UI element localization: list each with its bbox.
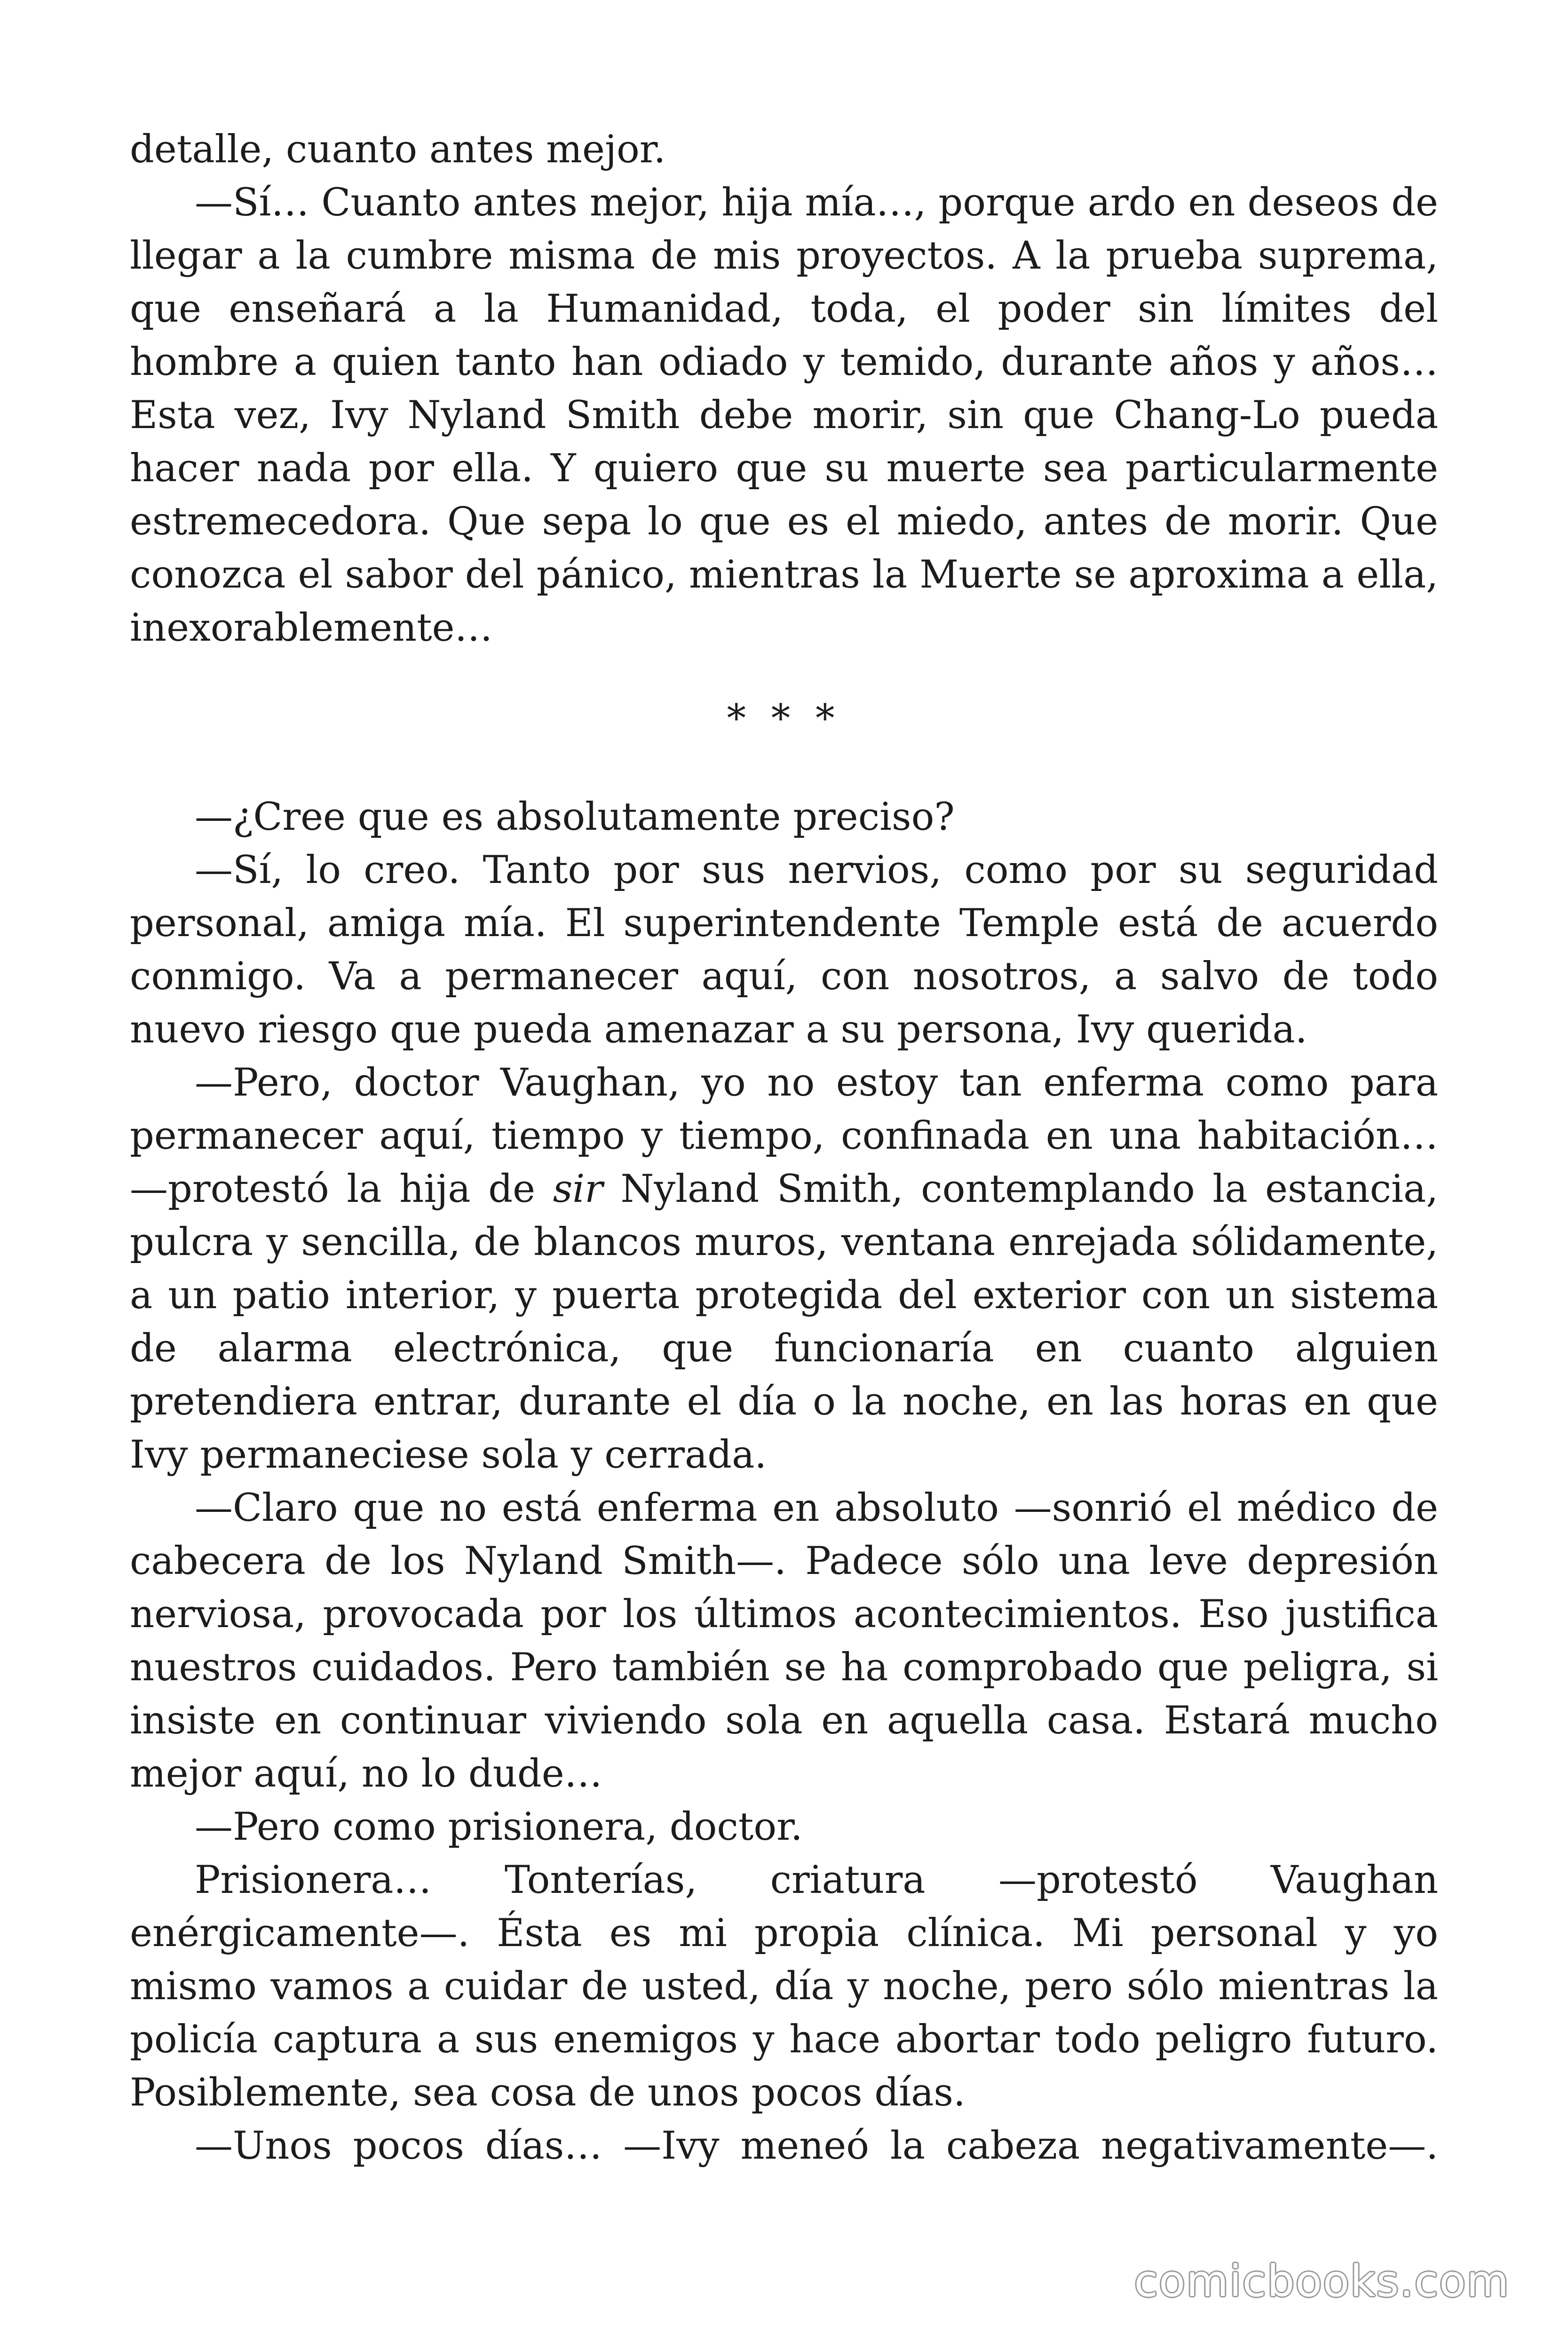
paragraph-dialogue: —Sí, lo creo. Tanto por sus nervios, como por su seguridad personal, amiga mía. El superintendente Temple está de acuerdo conmigo. Va a permanecer aquí, con nosotros, a salvo de todo nuevo riesgo que pueda amenazar a su persona, Ivy querida. bbox=[130, 848, 1438, 1052]
paragraph-dialogue: —¿Cree que es absolutamente preciso? bbox=[195, 795, 955, 839]
paragraph-dialogue: —Claro que no está enferma en absoluto —sonrió el médico de cabecera de los Nyland Smith—. Padece sólo una leve depresión nerviosa, provocada por los últimos acontecimientos. Eso justifica nuestros cuidados. Pero también se ha comprobado que peligra, si insiste en continuar viviendo sola en aquella casa. Estará mucho mejor aquí, no lo dude… bbox=[130, 1486, 1438, 1796]
paragraph-continuation: detalle, cuanto antes mejor. bbox=[130, 127, 666, 172]
scene-separator: * * * bbox=[727, 697, 841, 741]
paragraph-dialogue: —Unos pocos días… —Ivy meneó la cabeza negativamente—. bbox=[195, 2124, 1438, 2168]
paragraph-text: —Pero, doctor Vaughan, yo no estoy tan enferma como para permanecer aquí, tiempo y tiempo, confinada en una habitación… —protestó la hija de bbox=[130, 1061, 1438, 1211]
italic-word: sir bbox=[553, 1167, 603, 1211]
paragraph-dialogue: Prisionera… Tonterías, criatura —protestó Vaughan enérgicamente—. Ésta es mi propia clínica. Mi personal y yo mismo vamos a cuidar de usted, día y noche, pero sólo mientras la policía captura a sus enemigos y hace abortar todo peligro futuro. Posiblemente, sea cosa de unos pocos días. bbox=[130, 1858, 1438, 2115]
paragraph-dialogue: —Sí… Cuanto antes mejor, hija mía…, porque ardo en deseos de llegar a la cumbre misma de mis proyectos. A la prueba suprema, que enseñará a la Humanidad, toda, el poder sin límites del hombre a quien tanto han odiado y temido, durante años y años… Esta vez, Ivy Nyland Smith debe morir, sin que Chang-Lo pueda hacer nada por ella. Y quiero que su muerte sea particularmente estremecedora. Que sepa lo que es el miedo, antes de morir. Que conozca el sabor del pánico, mientras la Muerte se aproxima a ella, inexorablemente… bbox=[130, 181, 1438, 650]
paragraph-text: Nyland Smith, contemplando la estancia, pulcra y sencilla, de blancos muros, ventana enrejada sólidamente, a un patio interior, y puerta protegida del exterior con un sistema de alarma electrónica, que funcionaría en cuanto alguien pretendiera entrar, durante el día o la noche, en las horas en que Ivy permaneciese sola y cerrada. bbox=[130, 1167, 1438, 1477]
book-page bbox=[130, 123, 1438, 2173]
paragraph-dialogue: —Pero como prisionera, doctor. bbox=[195, 1805, 803, 1849]
watermark-logo: comicbooks.com bbox=[1134, 2256, 1510, 2306]
paragraph-dialogue bbox=[130, 1057, 1438, 1482]
